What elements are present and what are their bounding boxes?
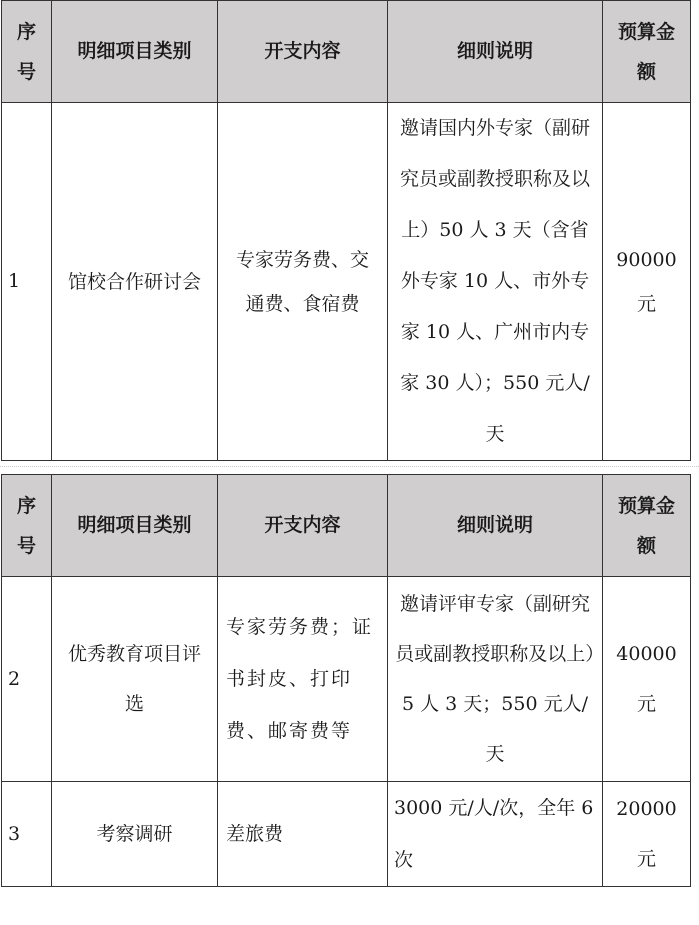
table-row	[2, 577, 691, 782]
table-header-row	[2, 1, 691, 103]
row-details: 3000 元/人/次，全年 6 次	[388, 782, 603, 887]
table-row	[2, 103, 691, 461]
row-seq: 2	[2, 577, 52, 782]
header-budget: 预算金额	[603, 475, 691, 577]
header-details: 细则说明	[388, 475, 603, 577]
row-budget: 40000 元	[603, 577, 691, 782]
header-category: 明细项目类别	[52, 1, 218, 103]
row-budget: 20000 元	[603, 782, 691, 887]
row-category: 馆校合作研讨会	[52, 103, 218, 461]
budget-table-2	[1, 474, 691, 887]
header-payment: 开支内容	[218, 475, 388, 577]
header-payment: 开支内容	[218, 1, 388, 103]
row-seq: 1	[2, 103, 52, 461]
table-row	[2, 782, 691, 887]
row-details: 邀请评审专家（副研究员或副教授职称及以上）5 人 3 天；550 元人/天	[388, 577, 603, 782]
row-payment: 专家劳务费、交通费、食宿费	[218, 103, 388, 461]
page-break-divider	[0, 466, 699, 467]
row-category: 考察调研	[52, 782, 218, 887]
row-category: 优秀教育项目评选	[52, 577, 218, 782]
budget-table-1	[1, 0, 691, 461]
row-budget: 90000 元	[603, 103, 691, 461]
row-seq: 3	[2, 782, 52, 887]
header-category: 明细项目类别	[52, 475, 218, 577]
header-seq: 序号	[2, 475, 52, 577]
table-header-row	[2, 475, 691, 577]
row-payment: 专家劳务费；证书封皮、打印费、邮寄费等	[218, 577, 388, 782]
header-details: 细则说明	[388, 1, 603, 103]
row-payment: 差旅费	[218, 782, 388, 887]
row-details: 邀请国内外专家（副研究员或副教授职称及以上）50 人 3 天（含省外专家 10 人、市外专家 10 人、广州市内专家 30 人）；550 元人/天	[388, 103, 603, 461]
header-seq: 序号	[2, 1, 52, 103]
header-budget: 预算金额	[603, 1, 691, 103]
